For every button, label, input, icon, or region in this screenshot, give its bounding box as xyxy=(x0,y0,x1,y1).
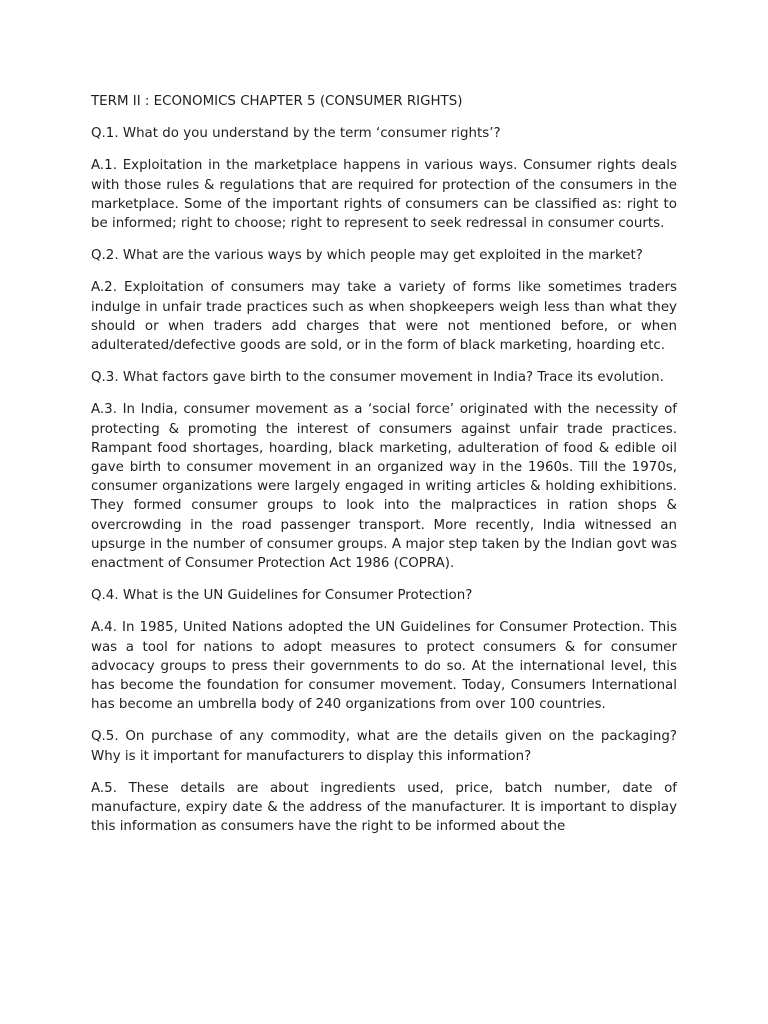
question-4: Q.4. What is the UN Guidelines for Consumer Protection? xyxy=(91,588,473,604)
question-5: Q.5. On purchase of any commodity, what are the details given on the packaging? Why is it important for manufacturers to display this information? xyxy=(91,729,677,764)
answer-5: A.5. These details are about ingredients used, price, batch number, date of manufacture, expiry date & the address of the manufacturer. It is important to display this information as consumers have the right to be informed about the xyxy=(91,780,677,835)
answer-3: A.3. In India, consumer movement as a ‘social force’ originated with the necessity of protecting & promoting the interest of consumers against unfair trade practices. Rampant food shortages, hoarding, black marketing, adulteration of food & edible oil gave birth to consumer movement in an organized way in the 1960s. Till the 1970s, consumer organizations were largely engaged in writing articles & holding exhibitions. They formed consumer groups to look into the malpractices in ration shops & overcrowding in the road passenger transport. More recently, India witnessed an upsurge in the number of consumer groups. A major step taken by the Indian govt was enactment of Consumer Protection Act 1986 (COPRA). xyxy=(91,402,677,572)
answer-2: A.2. Exploitation of consumers may take a variety of forms like sometimes traders indulge in unfair trade practices such as when shopkeepers weigh less than what they should or when traders add charges that were not mentioned before, or when adulterated/defective goods are sold, or in the form of black marketing, hoarding etc. xyxy=(91,280,677,354)
document-title: TERM II : ECONOMICS CHAPTER 5 (CONSUMER RIGHTS) xyxy=(91,94,463,109)
question-1: Q.1. What do you understand by the term ‘consumer rights’? xyxy=(91,126,501,142)
question-3: Q.3. What factors gave birth to the consumer movement in India? Trace its evolution. xyxy=(91,370,664,386)
document-page xyxy=(91,92,677,850)
question-2: Q.2. What are the various ways by which people may get exploited in the market? xyxy=(91,248,643,264)
answer-1: A.1. Exploitation in the marketplace happens in various ways. Consumer rights deals with those rules & regulations that are required for protection of the consumers in the marketplace. Some of the important rights of consumers can be classified as: right to be informed; right to choose; right to represent to seek redressal in consumer courts. xyxy=(91,158,677,232)
answer-4: A.4. In 1985, United Nations adopted the UN Guidelines for Consumer Protection. This was a tool for nations to adopt measures to protect consumers & for consumer advocacy groups to press their governments to do so. At the international level, this has become the foundation for consumer movement. Today, Consumers International has become an umbrella body of 240 organizations from over 100 countries. xyxy=(91,620,677,713)
